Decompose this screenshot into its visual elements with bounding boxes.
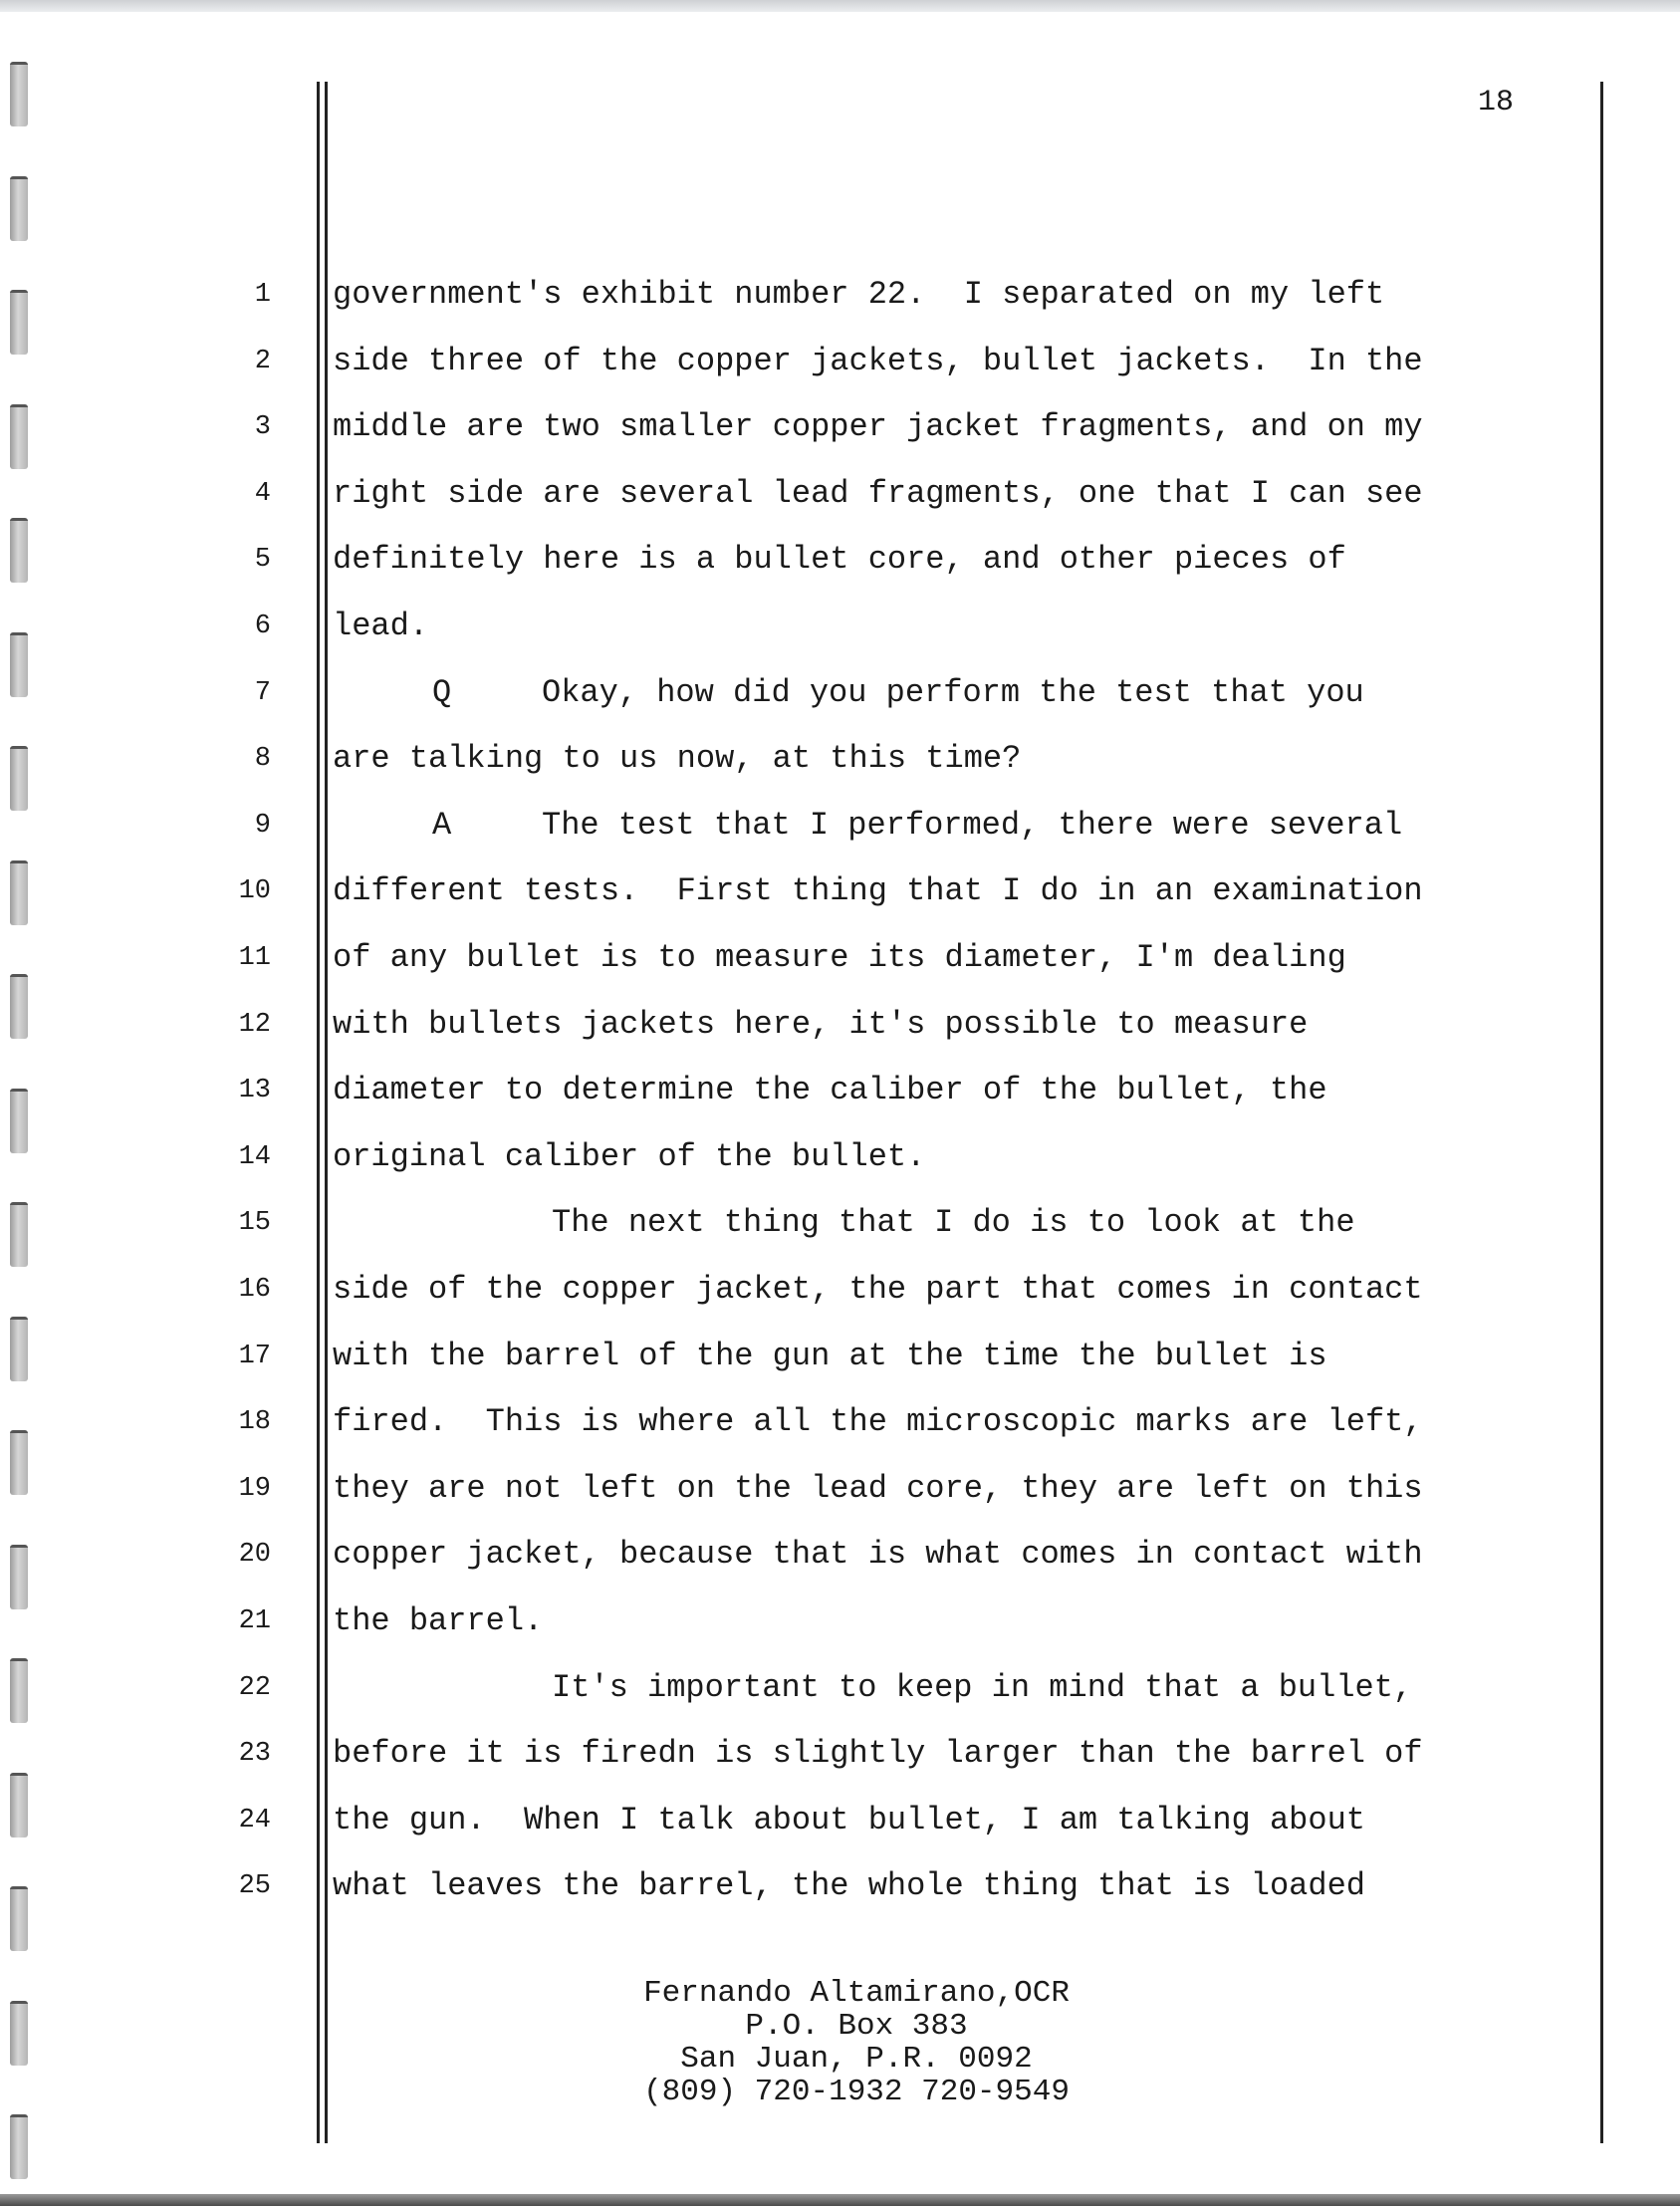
qa-text: The test that I performed, there were several: [542, 806, 1403, 844]
scan-bottom-edge: [0, 2194, 1680, 2206]
transcript-line: diameter to determine the caliber of the bullet, the: [333, 1072, 1327, 1109]
transcript-line: [333, 806, 1402, 846]
line-number: 24: [238, 1805, 271, 1836]
right-margin-rule: [1600, 82, 1603, 2143]
line-number: 6: [254, 612, 271, 641]
line-number: 11: [238, 943, 271, 973]
binder-hole: [10, 176, 28, 241]
qa-label: Q: [432, 673, 452, 711]
line-number: 7: [254, 677, 271, 708]
line-number: 25: [238, 1871, 271, 1902]
line-number: 21: [238, 1606, 271, 1636]
reporter-city: San Juan, P.R. 0092: [680, 2042, 1033, 2077]
binder-holes: [0, 0, 40, 2206]
binder-hole: [10, 1089, 28, 1153]
transcript-line: original caliber of the bullet.: [333, 1137, 926, 1175]
binder-hole: [10, 1658, 28, 1723]
line-number: 5: [254, 545, 271, 576]
line-number: 8: [254, 744, 271, 775]
line-number: 12: [238, 1009, 271, 1040]
binder-hole: [10, 1886, 28, 1951]
binder-hole: [10, 62, 28, 126]
line-number: 3: [254, 412, 271, 443]
left-margin-rule-outer: [317, 82, 320, 2143]
transcript-line: middle are two smaller copper jacket fragments, and on my: [333, 408, 1423, 446]
line-number: 18: [238, 1407, 271, 1438]
line-number: 23: [238, 1739, 271, 1770]
binder-hole: [10, 974, 28, 1039]
transcript-line: definitely here is a bullet core, and other pieces of: [333, 541, 1346, 579]
qa-text: Okay, how did you perform the test that you: [542, 673, 1364, 711]
binder-hole: [10, 860, 28, 925]
line-number: 20: [238, 1540, 271, 1571]
binder-hole: [10, 746, 28, 811]
transcript-line: with bullets jackets here, it's possible to measure: [333, 1005, 1309, 1043]
line-number: 10: [238, 876, 271, 907]
line-number: 17: [238, 1341, 271, 1371]
transcript-line: the barrel.: [333, 1602, 544, 1639]
binder-hole: [10, 290, 28, 355]
reporter-address: P.O. Box 383: [745, 2009, 968, 2044]
line-number: 15: [238, 1208, 271, 1239]
binder-hole: [10, 1430, 28, 1495]
scan-top-edge: [0, 0, 1680, 12]
transcript-line: side three of the copper jackets, bullet jackets. In the: [333, 342, 1423, 379]
line-number: 9: [254, 810, 271, 841]
binder-hole: [10, 404, 28, 469]
binder-hole: [10, 1773, 28, 1838]
transcript-line: they are not left on the lead core, they are left on this: [333, 1469, 1423, 1507]
transcript-line: copper jacket, because that is what comes in contact with: [333, 1536, 1423, 1574]
line-number: 19: [238, 1473, 271, 1504]
binder-hole: [10, 1545, 28, 1609]
line-number: 14: [238, 1141, 271, 1172]
binder-hole: [10, 632, 28, 697]
page-number: 18: [1477, 86, 1514, 120]
transcript-line: the gun. When I talk about bullet, I am talking about: [333, 1801, 1365, 1838]
transcript-line: are talking to us now, at this time?: [333, 740, 1022, 778]
transcript-line: [333, 673, 1364, 713]
binder-hole: [10, 518, 28, 583]
line-number: 22: [238, 1672, 271, 1703]
transcript-line: lead.: [333, 608, 429, 644]
transcript-line: side of the copper jacket, the part that comes in contact: [333, 1271, 1423, 1308]
line-number: 13: [238, 1076, 271, 1106]
binder-hole: [10, 1317, 28, 1381]
transcript-line: fired. This is where all the microscopic marks are left,: [333, 1403, 1423, 1441]
transcript-line: what leaves the barrel, the whole thing that is loaded: [333, 1867, 1365, 1905]
line-number: 4: [254, 478, 271, 509]
qa-label: A: [432, 806, 452, 844]
reporter-phones: (809) 720-1932 720-9549: [643, 2075, 1070, 2109]
transcript-line: before it is firedn is slightly larger than the barrel of: [333, 1735, 1423, 1773]
line-number: 16: [238, 1275, 271, 1305]
transcript-line: of any bullet is to measure its diameter, I'm dealing: [333, 939, 1346, 976]
reporter-footer: [558, 1977, 1155, 2108]
binder-hole: [10, 2001, 28, 2066]
transcript-line: right side are several lead fragments, one that I can see: [333, 474, 1423, 512]
line-number: 1: [254, 280, 271, 310]
left-margin-rule-inner: [325, 82, 328, 2143]
transcript-line: The next thing that I do is to look at the: [552, 1204, 1355, 1242]
binder-hole: [10, 1202, 28, 1267]
binder-hole: [10, 2114, 28, 2179]
transcript-line: It's important to keep in mind that a bullet,: [552, 1668, 1413, 1706]
line-number: 2: [254, 346, 271, 376]
transcript-line: with the barrel of the gun at the time the bullet is: [333, 1337, 1327, 1374]
transcript-line: different tests. First thing that I do in an examination: [333, 872, 1423, 910]
reporter-name: Fernando Altamirano,OCR: [643, 1976, 1070, 2011]
transcript-line: government's exhibit number 22. I separated on my left: [333, 276, 1385, 313]
